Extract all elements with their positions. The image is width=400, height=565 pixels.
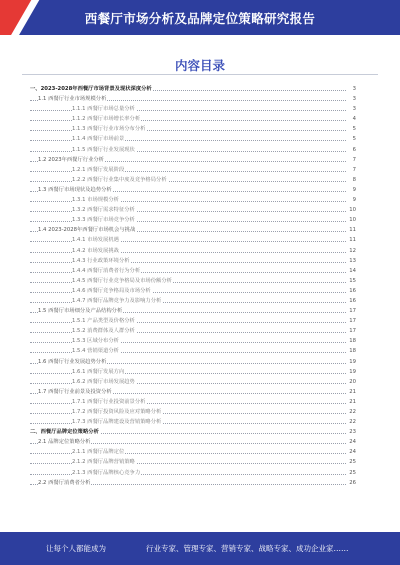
toc-entry-page: 7 xyxy=(352,165,356,175)
toc-entry-text: 1.4 2023-2028年西餐厅市场机会与挑战 xyxy=(38,225,136,235)
toc-title: 内容目录 xyxy=(174,58,225,73)
toc-entry-text: 1.5.2 消费群体及人群分析 xyxy=(72,326,136,336)
toc-entry-text: 1.2.2 西餐厅行业集中度及竞争格局分析 xyxy=(72,175,168,185)
toc-entry-page: 10 xyxy=(348,205,356,215)
report-title: 西餐厅市场分析及品牌定位策略研究报告 xyxy=(84,11,316,26)
toc-entry-page: 11 xyxy=(348,235,356,245)
toc-entry[interactable] xyxy=(30,215,356,225)
toc-entry-page: 5 xyxy=(352,124,356,134)
toc-entry-text: 1.1.2 西餐厅市场增长率分析 xyxy=(72,114,141,124)
toc-entry-text: 1.5.3 区域分布分析 xyxy=(72,336,120,346)
toc-entry[interactable] xyxy=(30,296,356,306)
toc-entry-page: 8 xyxy=(352,175,356,185)
toc-entry[interactable] xyxy=(30,478,356,488)
toc-divider xyxy=(22,74,378,75)
toc-entry-text: 2.1.1 西餐厅品牌定位 xyxy=(72,447,125,457)
toc-entry-page: 9 xyxy=(352,195,356,205)
footer-slogan: 让每个人都能成为 xyxy=(46,544,106,553)
toc-entry-page: 25 xyxy=(348,457,356,467)
toc-entry[interactable] xyxy=(30,447,356,457)
toc-entry[interactable] xyxy=(30,346,356,356)
toc-entry[interactable] xyxy=(30,94,356,104)
toc-entry-text: 1.7.2 西餐厅投资风险及应对策略分析 xyxy=(72,407,162,417)
toc-entry-page: 3 xyxy=(352,104,356,114)
toc-entry[interactable] xyxy=(30,457,356,467)
footer-roles: 行业专家、管理专家、营销专家、战略专家、成功企业家…… xyxy=(146,544,349,553)
toc-entry-text: 1.2 2023年西餐厅行业分析 xyxy=(38,155,105,165)
toc-entry-page: 4 xyxy=(352,114,356,124)
toc-entry-text: 1.4.6 西餐厅竞争格局及市场分析 xyxy=(72,286,152,296)
toc-entry-page: 9 xyxy=(352,185,356,195)
toc-entry[interactable] xyxy=(30,306,356,316)
toc-entry-text: 1.5.1 产品类型及价格分析 xyxy=(72,316,136,326)
toc-entry-page: 24 xyxy=(348,437,356,447)
toc-entry[interactable] xyxy=(30,155,356,165)
toc-entry-page: 16 xyxy=(348,286,356,296)
toc-entry-text: 2.2 西餐厅消费者分析 xyxy=(38,478,91,488)
toc-entry[interactable] xyxy=(30,104,356,114)
toc-entry[interactable] xyxy=(30,397,356,407)
toc-entry-text: 1.4.1 市场发展机遇 xyxy=(72,235,120,245)
toc-entry[interactable] xyxy=(30,165,356,175)
toc-entry[interactable] xyxy=(30,235,356,245)
toc-entry-page: 24 xyxy=(348,447,356,457)
toc-entry[interactable] xyxy=(30,316,356,326)
toc-entry-text: 1.6.1 西餐厅发展方向 xyxy=(72,367,125,377)
toc-entry-page: 13 xyxy=(348,256,356,266)
toc-entry-text: 1.3.3 西餐厅市场竞争分析 xyxy=(72,215,136,225)
toc-entry-page: 12 xyxy=(348,246,356,256)
toc-entry-text: 1.4.5 西餐厅行业竞争格局及市场份额分析 xyxy=(72,276,173,286)
toc-entry-page: 3 xyxy=(352,94,356,104)
toc-entry-text: 一、2023-2028年西餐厅市场背景及现状深度分析 xyxy=(30,84,153,94)
toc-entry-page: 6 xyxy=(352,145,356,155)
toc-entry[interactable] xyxy=(30,145,356,155)
toc-entry-page: 14 xyxy=(348,266,356,276)
toc-entry-page: 20 xyxy=(348,377,356,387)
toc-entry[interactable] xyxy=(30,357,356,367)
toc-entry[interactable] xyxy=(30,205,356,215)
page-footer xyxy=(0,532,400,565)
toc-entry[interactable] xyxy=(30,468,356,478)
toc-entry-text: 1.1.3 西餐厅行业市场分布分析 xyxy=(72,124,146,134)
toc-entry-text: 1.7.1 西餐厅行业投资前景分析 xyxy=(72,397,146,407)
toc-entry-page: 23 xyxy=(348,427,356,437)
toc-entry-text: 1.2.1 西餐厅发展阶段 xyxy=(72,165,125,175)
toc-entry[interactable] xyxy=(30,124,356,134)
toc-entry[interactable] xyxy=(30,367,356,377)
toc-entry-page: 25 xyxy=(348,468,356,478)
toc-entry-page: 5 xyxy=(352,134,356,144)
table-of-contents xyxy=(30,84,356,488)
toc-entry[interactable] xyxy=(30,336,356,346)
toc-entry[interactable] xyxy=(30,326,356,336)
toc-entry-page: 22 xyxy=(348,417,356,427)
toc-entry[interactable] xyxy=(30,225,356,235)
toc-entry-text: 二、西餐厅品牌定位策略分析 xyxy=(30,427,100,437)
toc-entry-text: 1.4.4 西餐厅消费者行为分析 xyxy=(72,266,141,276)
toc-entry-page: 7 xyxy=(352,155,356,165)
toc-entry[interactable] xyxy=(30,114,356,124)
toc-entry[interactable] xyxy=(30,195,356,205)
toc-entry-text: 1.7 西餐厅行业前景及投资分析 xyxy=(38,387,113,397)
toc-entry-text: 1.5.4 营销渠道分析 xyxy=(72,346,120,356)
toc-entry[interactable] xyxy=(30,387,356,397)
toc-entry-page: 26 xyxy=(348,478,356,488)
toc-entry[interactable] xyxy=(30,407,356,417)
toc-entry[interactable] xyxy=(30,276,356,286)
toc-entry-text: 2.1.3 西餐厅品牌核心竞争力 xyxy=(72,468,141,478)
toc-entry-page: 22 xyxy=(348,407,356,417)
toc-entry-page: 19 xyxy=(348,357,356,367)
toc-entry[interactable] xyxy=(30,417,356,427)
toc-entry-page: 16 xyxy=(348,296,356,306)
toc-entry-text: 1.3 西餐厅市场现状及趋势分析 xyxy=(38,185,113,195)
toc-entry-text: 1.4.7 西餐厅品牌竞争力及影响力分析 xyxy=(72,296,162,306)
toc-entry-text: 1.3.1 市场规模分析 xyxy=(72,195,120,205)
toc-entry-text: 1.5 西餐厅市场细分及产品结构分析 xyxy=(38,306,123,316)
toc-entry-text: 1.1 西餐厅行业市场规模分析 xyxy=(38,94,107,104)
toc-entry[interactable] xyxy=(30,377,356,387)
toc-entry-text: 2.1.2 西餐厅品牌营销策略 xyxy=(72,457,136,467)
toc-entry-page: 3 xyxy=(352,84,356,94)
toc-entry-page: 18 xyxy=(348,336,356,346)
toc-entry-text: 1.1.4 西餐厅市场前景 xyxy=(72,134,125,144)
page-header xyxy=(0,0,400,35)
toc-entry-text: 1.6.2 西餐厅市场发展趋势 xyxy=(72,377,136,387)
toc-entry[interactable] xyxy=(30,84,356,94)
toc-entry-text: 1.3.2 西餐厅需求特征分析 xyxy=(72,205,136,215)
toc-entry-page: 17 xyxy=(348,316,356,326)
toc-entry-page: 10 xyxy=(348,215,356,225)
toc-entry-page: 21 xyxy=(348,397,356,407)
toc-entry[interactable] xyxy=(30,266,356,276)
toc-entry[interactable] xyxy=(30,427,356,437)
toc-entry-text: 1.1.1 西餐厅市场总量分析 xyxy=(72,104,136,114)
toc-entry[interactable] xyxy=(30,185,356,195)
toc-entry-page: 15 xyxy=(348,276,356,286)
toc-entry-text: 1.4.3 行业政策环境分析 xyxy=(72,256,131,266)
toc-entry-page: 17 xyxy=(348,306,356,316)
toc-entry-text: 1.4.2 市场发展挑战 xyxy=(72,246,120,256)
toc-entry-page: 11 xyxy=(348,225,356,235)
toc-entry[interactable] xyxy=(30,286,356,296)
toc-entry-page: 17 xyxy=(348,326,356,336)
toc-entry-page: 19 xyxy=(348,367,356,377)
toc-entry[interactable] xyxy=(30,437,356,447)
toc-entry-text: 1.6 西餐厅行业发展趋势分析 xyxy=(38,357,107,367)
toc-entry-page: 18 xyxy=(348,346,356,356)
toc-entry[interactable] xyxy=(30,175,356,185)
toc-entry[interactable] xyxy=(30,246,356,256)
toc-entry[interactable] xyxy=(30,134,356,144)
toc-entry[interactable] xyxy=(30,256,356,266)
toc-entry-page: 21 xyxy=(348,387,356,397)
toc-entry-text: 2.1 品牌定位策略分析 xyxy=(38,437,91,447)
toc-entry-text: 1.7.3 西餐厅品牌建设及营销策略分析 xyxy=(72,417,162,427)
toc-entry-text: 1.1.5 西餐厅行业发展现状 xyxy=(72,145,136,155)
